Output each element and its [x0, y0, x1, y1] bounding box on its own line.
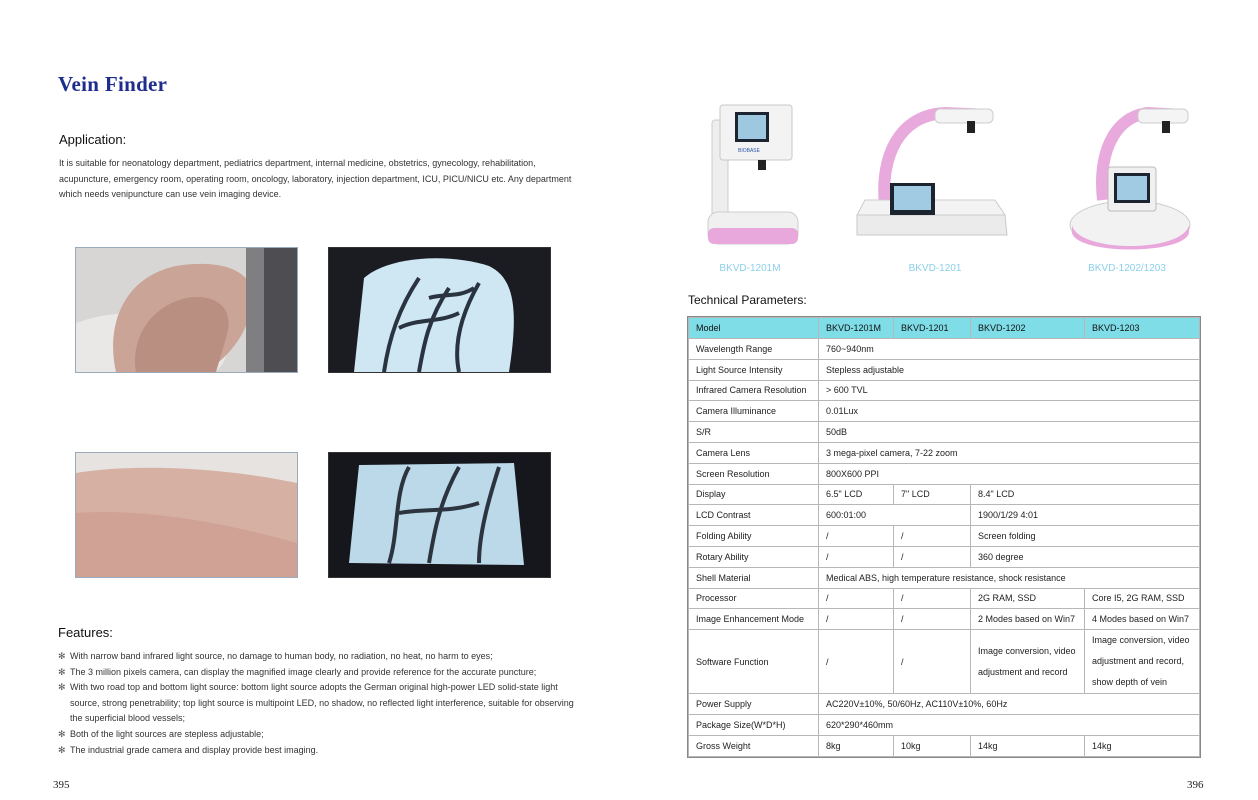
table-row [689, 588, 1200, 609]
param-value: 14kg [1085, 735, 1200, 756]
header-cell: BKVD-1201 [894, 318, 971, 339]
table-row [689, 339, 1200, 360]
header-cell: BKVD-1201M [819, 318, 894, 339]
list-item: ✻ The 3 million pixels camera, can display the magnified image clearly and provide reference for the accurate puncture; [58, 665, 578, 681]
param-value: / [819, 630, 894, 694]
param-value: 50dB [819, 422, 1200, 443]
param-value: 620*290*460mm [819, 714, 1200, 735]
table-row [689, 505, 1200, 526]
param-value: / [819, 546, 894, 567]
technical-parameters-heading: Technical Parameters: [688, 293, 807, 307]
param-name: Rotary Ability [689, 546, 819, 567]
param-value: Stepless adjustable [819, 359, 1200, 380]
vein-finder-1201-image [855, 105, 1010, 250]
param-value: 2 Modes based on Win7 [971, 609, 1085, 630]
param-name: LCD Contrast [689, 505, 819, 526]
hand-photo [75, 247, 298, 373]
param-value: Core I5, 2G RAM, SSD [1085, 588, 1200, 609]
page-number-right: 396 [1187, 779, 1204, 791]
param-value: 600:01:00 [819, 505, 971, 526]
param-name: Light Source Intensity [689, 359, 819, 380]
table-row [689, 380, 1200, 401]
param-name: Infrared Camera Resolution [689, 380, 819, 401]
table-row [689, 526, 1200, 547]
bullet-icon: ✻ [58, 682, 66, 693]
param-value: Image conversion, video adjustment and record, show depth of vein [1085, 630, 1200, 694]
forearm-photo [75, 452, 298, 578]
page-title: Vein Finder [58, 72, 168, 96]
param-value: 8.4" LCD [971, 484, 1200, 505]
param-value: 360 degree [971, 546, 1200, 567]
header-cell: BKVD-1203 [1085, 318, 1200, 339]
product-label-1201m: BKVD-1201M [719, 263, 781, 274]
param-value: 14kg [971, 735, 1085, 756]
table-row [689, 694, 1200, 715]
param-name: Software Function [689, 630, 819, 694]
param-name: Gross Weight [689, 735, 819, 756]
param-value: 6.5" LCD [819, 484, 894, 505]
vein-finder-1201m-image [700, 100, 800, 252]
product-label-1202-1203: BKVD-1202/1203 [1088, 263, 1166, 274]
bullet-icon: ✻ [58, 744, 66, 755]
param-name: Camera Illuminance [689, 401, 819, 422]
features-heading: Features: [58, 625, 113, 640]
param-value: Screen folding [971, 526, 1200, 547]
param-value: / [894, 588, 971, 609]
header-cell: Model [689, 318, 819, 339]
table-row [689, 442, 1200, 463]
table-row [689, 567, 1200, 588]
param-name: Camera Lens [689, 442, 819, 463]
param-name: S/R [689, 422, 819, 443]
param-value: 3 mega-pixel camera, 7-22 zoom [819, 442, 1200, 463]
table-row [689, 484, 1200, 505]
table-row [689, 630, 1200, 694]
table-row [689, 609, 1200, 630]
param-value: / [819, 526, 894, 547]
product-label-1201: BKVD-1201 [908, 263, 962, 274]
table-row [689, 401, 1200, 422]
param-value: Medical ABS, high temperature resistance, shock resistance [819, 567, 1200, 588]
list-item: ✻ With narrow band infrared light source, no damage to human body, no radiation, no heat, no harm to eyes; [58, 649, 578, 665]
bullet-icon: ✻ [58, 728, 66, 739]
table-row [689, 359, 1200, 380]
param-value: / [894, 526, 971, 547]
param-value: 4 Modes based on Win7 [1085, 609, 1200, 630]
table-row [689, 735, 1200, 756]
table-row [689, 463, 1200, 484]
list-item: ✻ With two road top and bottom light source: bottom light source adopts the German original high-power LED solid-state light source, strong penetrability; top light source is multipoint LED, no shadow, no reflected light interference, suitable for observing the superficial blood vessels; [58, 682, 574, 724]
brand-logo: BIOBASE [738, 148, 760, 154]
application-text: It is suitable for neonatology department, pediatrics department, internal medicine, obstetrics, gynecology, rehabilitation, acupuncture, emergency room, operating room, oncology, laboratory, injection department, ICU, PICU/NICU etc. Any department which needs venipuncture can use vein imaging device. [59, 158, 572, 200]
features-list [58, 649, 578, 758]
application-heading: Application: [59, 132, 127, 147]
bullet-icon: ✻ [58, 666, 66, 677]
bullet-icon: ✻ [58, 651, 66, 661]
table-header-row [689, 318, 1200, 339]
vein-finder-1202-image [1068, 105, 1193, 253]
page-number-left: 395 [53, 779, 70, 791]
param-name: Shell Material [689, 567, 819, 588]
param-value: 10kg [894, 735, 971, 756]
param-name: Display [689, 484, 819, 505]
param-value: 760~940nm [819, 339, 1200, 360]
param-name: Package Size(W*D*H) [689, 714, 819, 735]
list-item: ✻ The industrial grade camera and display provide best imaging. [58, 743, 578, 759]
param-value: / [894, 630, 971, 694]
header-cell: BKVD-1202 [971, 318, 1085, 339]
param-value: 800X600 PPI [819, 463, 1200, 484]
param-value: / [819, 588, 894, 609]
param-value: 2G RAM, SSD [971, 588, 1085, 609]
param-name: Processor [689, 588, 819, 609]
spec-table [688, 317, 1200, 757]
param-name: Screen Resolution [689, 463, 819, 484]
param-name: Power Supply [689, 694, 819, 715]
param-value: 0.01Lux [819, 401, 1200, 422]
param-value: / [894, 609, 971, 630]
vein-image-forearm [328, 452, 551, 578]
table-row [689, 714, 1200, 735]
param-name: Wavelength Range [689, 339, 819, 360]
param-value: 1900/1/29 4:01 [971, 505, 1200, 526]
param-value: 8kg [819, 735, 894, 756]
param-value: AC220V±10%, 50/60Hz, AC110V±10%, 60Hz [819, 694, 1200, 715]
param-value: 7" LCD [894, 484, 971, 505]
param-value: / [894, 546, 971, 567]
param-value: / [819, 609, 894, 630]
list-item: ✻ Both of the light sources are stepless adjustable; [58, 727, 578, 743]
table-row [689, 422, 1200, 443]
param-name: Folding Ability [689, 526, 819, 547]
param-value: Image conversion, video adjustment and record [971, 630, 1085, 694]
table-row [689, 546, 1200, 567]
vein-image-hand [328, 247, 551, 373]
param-name: Image Enhancement Mode [689, 609, 819, 630]
param-value: > 600 TVL [819, 380, 1200, 401]
